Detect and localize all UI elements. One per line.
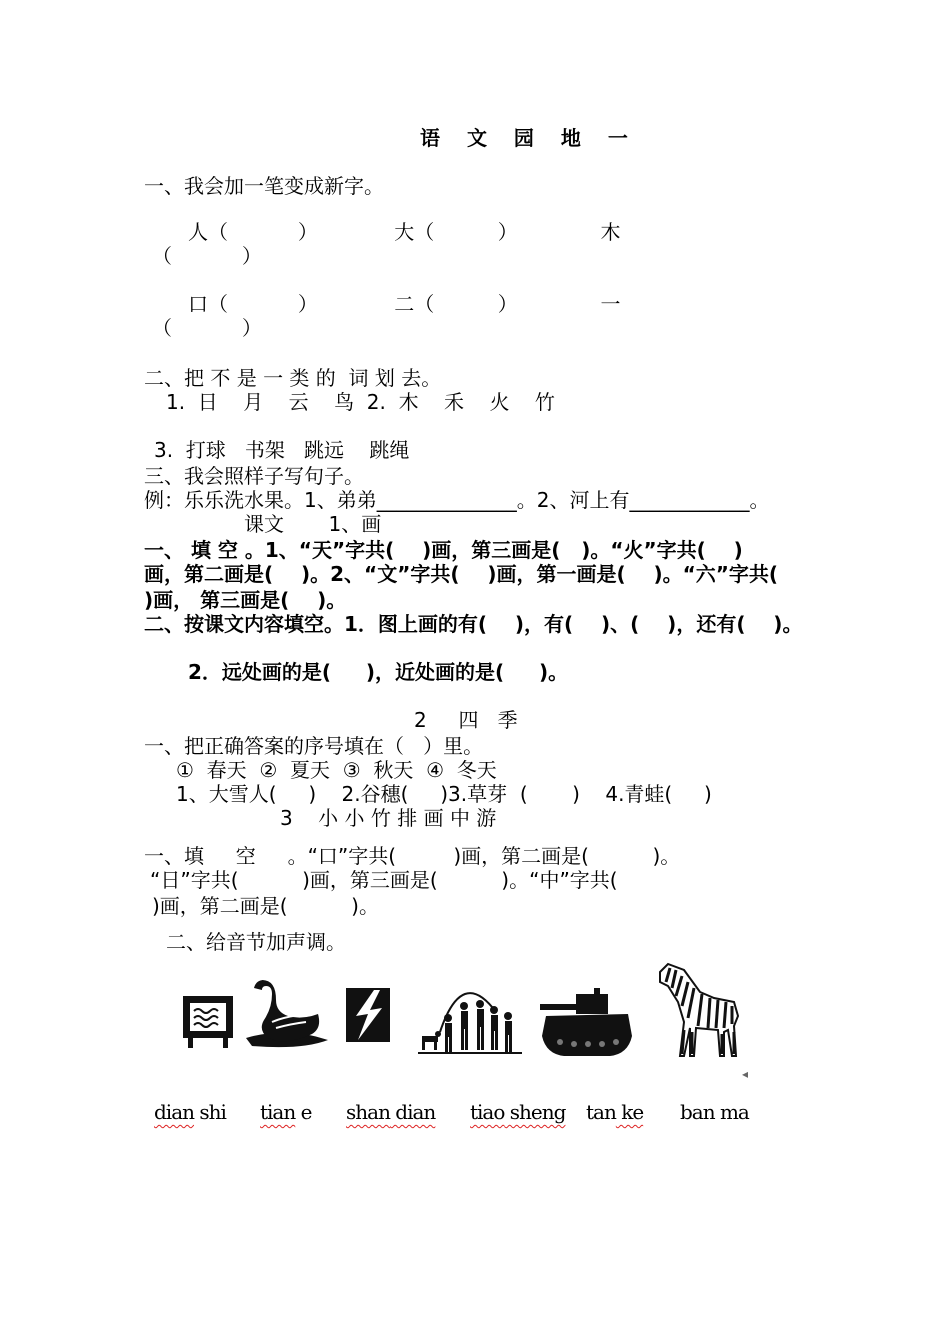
pinyin-item: shan dian — [346, 1100, 436, 1124]
small-mark: ◂ — [742, 1067, 749, 1081]
lesson2-q1-heading: 一、把正确答案的序号填在（ ）里。 — [144, 734, 484, 758]
q3-heading: 三、我会照样子写句子。 — [144, 464, 364, 488]
pinyin-item: tan ke — [586, 1100, 644, 1124]
tank-icon — [540, 984, 634, 1060]
zebra-icon — [654, 962, 742, 1060]
rope-jumping-icon — [418, 972, 522, 1056]
page-title: 语 文 园 地 一 — [420, 126, 638, 150]
pinyin-item: dian shi — [154, 1100, 226, 1124]
add-stroke-row2-cont: （ ） — [152, 316, 262, 340]
pinyin-item: tian e — [260, 1100, 312, 1124]
q3-example: 例：乐乐洗水果。1、弟弟______________。2、河上有____________。 — [144, 488, 770, 512]
lesson1-heading: 课文 1、画 — [244, 512, 382, 536]
pinyin-item: tiao sheng — [470, 1100, 566, 1124]
q2-line1: 1. 日 月 云 鸟 2. 木 禾 火 竹 — [166, 390, 555, 414]
lesson2-items: 1、大雪人( ) 2.谷穗( )3.草芽 ( ) 4.青蛙( ) — [176, 782, 712, 806]
lesson1-q1-line3: )画， 第三画是( )。 — [144, 588, 347, 612]
television-icon — [180, 990, 236, 1050]
lesson1-q1-line1: 一、 填 空 。1、“天”字共( )画，第三画是( )。“火”字共( ) — [144, 538, 743, 562]
lesson3-q1-line3: )画，第二画是( )。 — [152, 894, 379, 918]
add-stroke-row1: 人（ ） 大（ ） 木 — [188, 220, 621, 244]
lesson3-q2-heading: 二、给音节加声调。 — [166, 930, 346, 954]
add-stroke-row1-cont: （ ） — [152, 244, 262, 268]
lesson3-q1-line1: 一、填 空 。“口”字共( )画，第二画是( )。 — [144, 844, 681, 868]
lesson2-options: ① 春天 ② 夏天 ③ 秋天 ④ 冬天 — [176, 758, 497, 782]
lightning-icon — [344, 986, 392, 1044]
q1-heading: 一、我会加一笔变成新字。 — [144, 174, 384, 198]
pinyin-item: ban ma — [680, 1100, 749, 1124]
add-stroke-row2: 口（ ） 二（ ） 一 — [188, 292, 621, 316]
q2-heading: 二、把 不 是 一 类 的 词 划 去。 — [144, 366, 442, 390]
lesson3-q1-line2: “日”字共( )画，第三画是( )。“中”字共( — [150, 868, 618, 892]
lesson1-q1-line2: 画，第二画是( )。2、“文”字共( )画，第一画是( )。“六”字共( — [144, 562, 779, 586]
swan-icon — [242, 970, 332, 1052]
lesson1-q2-line1: 二、按课文内容填空。1．图上画的有( )，有( )、( )，还有( )。 — [144, 612, 803, 636]
q2-line2: 3. 打球 书架 跳远 跳绳 — [154, 438, 410, 462]
lesson1-q2-line2: 2．远处画的是( )，近处画的是( )。 — [188, 660, 569, 684]
lesson2-heading: 2 四 季 — [414, 708, 518, 732]
lesson3-heading: 3 小 小 竹 排 画 中 游 — [280, 806, 497, 830]
